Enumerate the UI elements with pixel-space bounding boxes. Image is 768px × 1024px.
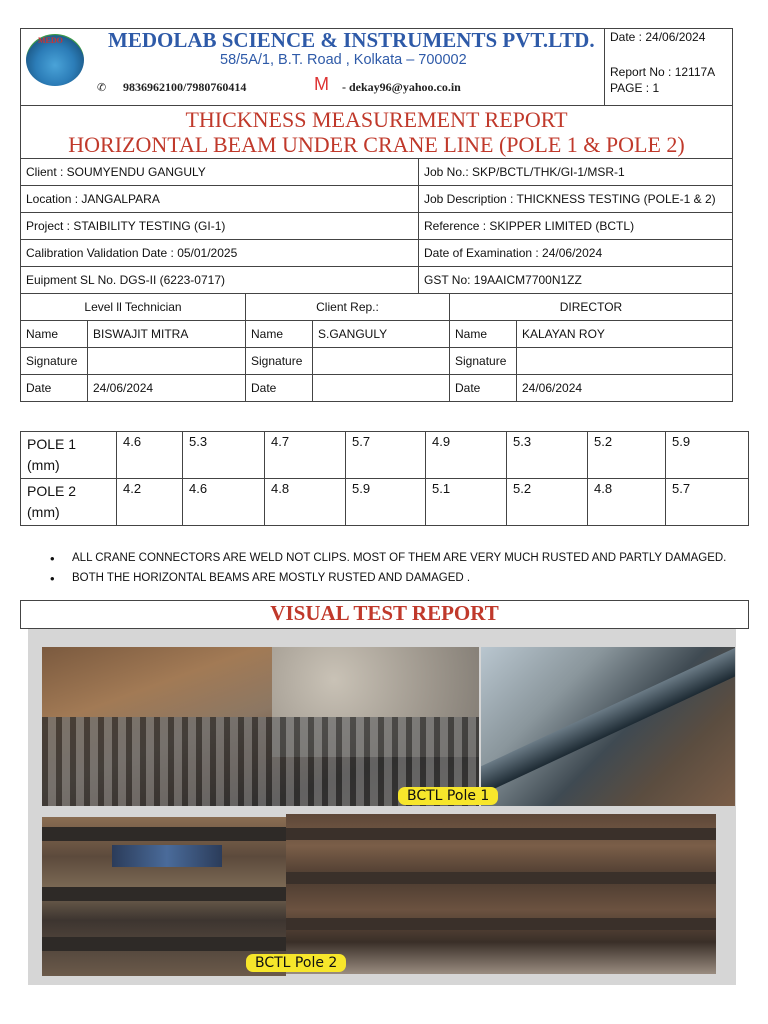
photo-detail xyxy=(42,937,286,951)
report-subtitle: HORIZONTAL BEAM UNDER CRANE LINE (POLE 1 & POLE 2) xyxy=(68,132,685,157)
note-item: • BOTH THE HORIZONTAL BEAMS ARE MOSTLY RUSTED AND DAMAGED . xyxy=(50,572,726,584)
thickness-value: 5.2 xyxy=(588,432,666,479)
pole-2-photo-beam xyxy=(286,814,716,974)
signature-label: Signature xyxy=(246,348,313,375)
photo-detail xyxy=(286,872,716,884)
client-rep-date xyxy=(313,375,450,402)
company-phone: 9836962100/7980760414 xyxy=(123,80,247,94)
thickness-value: 4.6 xyxy=(183,479,265,526)
thickness-value: 5.9 xyxy=(666,432,749,479)
pole-2-caption: BCTL Pole 2 xyxy=(246,954,346,972)
report-date: Date : 24/06/2024 xyxy=(610,30,706,44)
equipment-cell: Euipment SL No. DGS-II (6223-0717) xyxy=(21,267,419,294)
name-label: Name xyxy=(246,321,313,348)
photo-detail xyxy=(112,845,222,867)
thickness-row-pole-2 xyxy=(21,479,749,526)
director-date: 24/06/2024 xyxy=(517,375,733,402)
pole-1-photo-beam xyxy=(42,647,479,806)
pole-1-caption: BCTL Pole 1 xyxy=(398,787,498,805)
thickness-value: 4.8 xyxy=(588,479,666,526)
director-header: DIRECTOR xyxy=(450,294,733,321)
thickness-value: 5.2 xyxy=(507,479,588,526)
company-name: MEDOLAB SCIENCE & INSTRUMENTS PVT.LTD. xyxy=(108,28,595,52)
name-label: Name xyxy=(21,321,88,348)
photo-detail xyxy=(286,828,716,840)
row-label: POLE 2 (mm) xyxy=(21,479,117,526)
client-rep-signature xyxy=(313,348,450,375)
info-table xyxy=(20,158,733,294)
thickness-value: 5.1 xyxy=(426,479,507,526)
thickness-value: 5.9 xyxy=(346,479,426,526)
thickness-value: 5.7 xyxy=(346,432,426,479)
info-row xyxy=(21,186,733,213)
name-label: Name xyxy=(450,321,517,348)
phone-icon: ✆ xyxy=(97,81,107,94)
job-number-cell: Job No.: SKP/BCTL/THK/GI-1/MSR-1 xyxy=(419,159,733,186)
photo-detail xyxy=(42,827,286,841)
thickness-value: 4.8 xyxy=(265,479,346,526)
director-signature xyxy=(517,348,733,375)
date-label: Date xyxy=(450,375,517,402)
row-label: POLE 1 (mm) xyxy=(21,432,117,479)
calibration-cell: Calibration Validation Date : 05/01/2025 xyxy=(21,240,419,267)
page-number: PAGE : 1 xyxy=(610,81,660,95)
pole-1-photo-connector xyxy=(481,647,735,806)
director-name: KALAYAN ROY xyxy=(517,321,733,348)
technician-header: Level ll Technician xyxy=(21,294,246,321)
reference-cell: Reference : SKIPPER LIMITED (BCTL) xyxy=(419,213,733,240)
technician-date: 24/06/2024 xyxy=(88,375,246,402)
signatories-signature-row xyxy=(21,348,733,375)
logo-text: MEDO xyxy=(38,36,63,45)
header-divider xyxy=(604,28,605,106)
client-cell: Client : SOUMYENDU GANGULY xyxy=(21,159,419,186)
company-address: 58/5A/1, B.T. Road , Kolkata – 700002 xyxy=(220,52,467,68)
gst-cell: GST No: 19AAICM7700N1ZZ xyxy=(419,267,733,294)
thickness-value: 4.6 xyxy=(117,432,183,479)
photo-detail xyxy=(481,647,735,795)
photo-detail xyxy=(42,887,286,901)
examination-date-cell: Date of Examination : 24/06/2024 xyxy=(419,240,733,267)
location-cell: Location : JANGALPARA xyxy=(21,186,419,213)
signature-label: Signature xyxy=(450,348,517,375)
date-label: Date xyxy=(21,375,88,402)
thickness-value: 4.9 xyxy=(426,432,507,479)
report-title: THICKNESS MEASUREMENT REPORT xyxy=(185,107,568,132)
thickness-value: 4.2 xyxy=(117,479,183,526)
info-row xyxy=(21,213,733,240)
thickness-row-pole-1 xyxy=(21,432,749,479)
visual-test-title: VISUAL TEST REPORT xyxy=(270,601,499,625)
project-cell: Project : STAIBILITY TESTING (GI-1) xyxy=(21,213,419,240)
signatories-date-row xyxy=(21,375,733,402)
pole-2-photo-connector xyxy=(42,817,286,976)
client-rep-name: S.GANGULY xyxy=(313,321,450,348)
report-number: Report No : 12117A xyxy=(610,65,716,79)
thickness-table xyxy=(20,431,749,526)
thickness-value: 5.3 xyxy=(183,432,265,479)
thickness-value: 4.7 xyxy=(265,432,346,479)
signatories-name-row xyxy=(21,321,733,348)
client-rep-header: Client Rep.: xyxy=(246,294,450,321)
technician-name: BISWAJIT MITRA xyxy=(88,321,246,348)
mail-icon: M xyxy=(314,74,329,94)
info-row xyxy=(21,240,733,267)
observation-notes xyxy=(50,552,726,592)
info-row xyxy=(21,267,733,294)
date-label: Date xyxy=(246,375,313,402)
thickness-value: 5.7 xyxy=(666,479,749,526)
signature-label: Signature xyxy=(21,348,88,375)
technician-signature xyxy=(88,348,246,375)
photo-detail xyxy=(286,918,716,930)
thickness-value: 5.3 xyxy=(507,432,588,479)
note-item: • ALL CRANE CONNECTORS ARE WELD NOT CLIPS. MOST OF THEM ARE VERY MUCH RUSTED AND PARTLY DAMAGED. xyxy=(50,552,726,564)
signatories-table xyxy=(20,293,733,402)
job-description-cell: Job Description : THICKNESS TESTING (POLE-1 & 2) xyxy=(419,186,733,213)
info-row xyxy=(21,159,733,186)
signatories-header-row xyxy=(21,294,733,321)
company-email: - dekay96@yahoo.co.in xyxy=(342,80,461,94)
